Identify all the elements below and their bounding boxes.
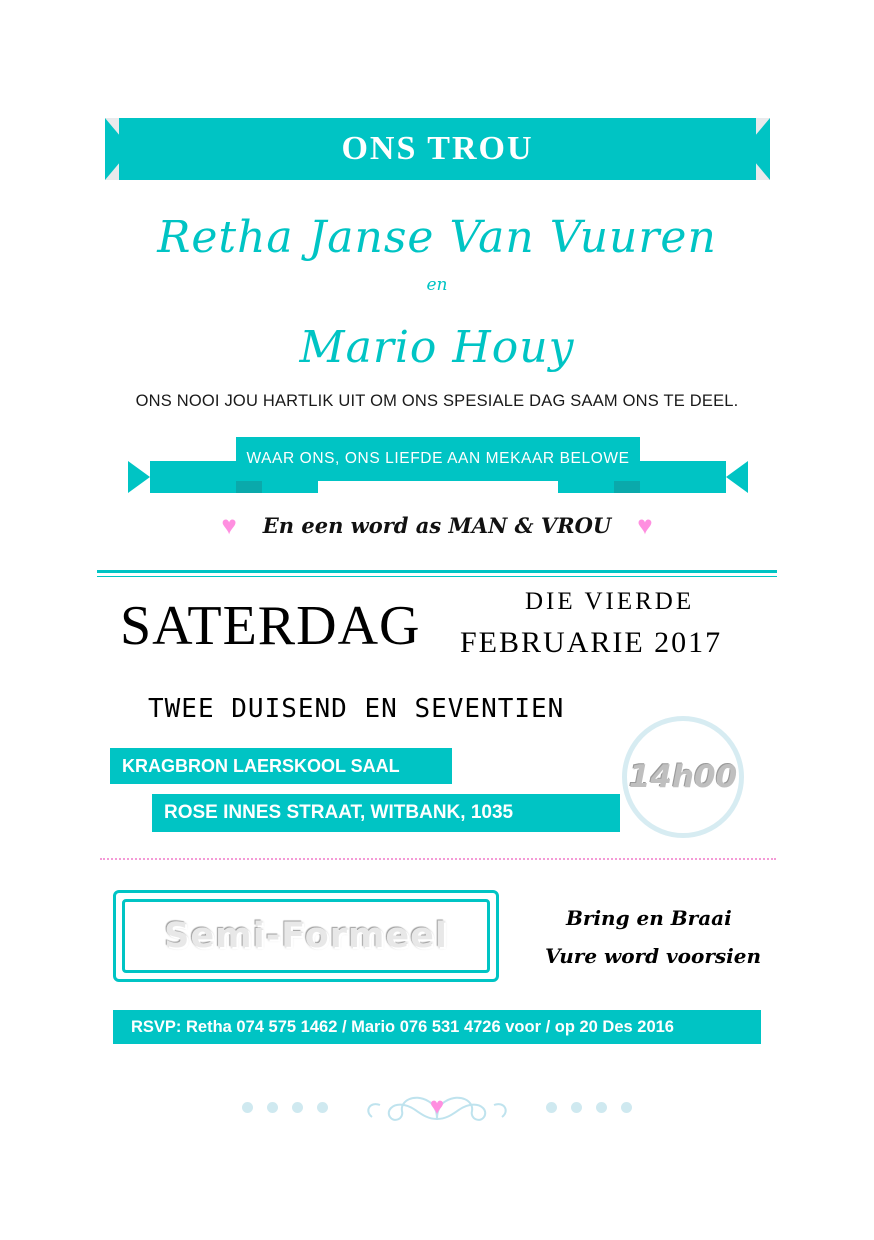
- braai-note-line1: Bring en Braai: [566, 906, 732, 930]
- date-month-year: FEBRUARIE 2017: [460, 626, 723, 659]
- braai-note-line2: Vure word voorsien: [545, 944, 762, 968]
- scroll-ornament-icon: [342, 1077, 532, 1137]
- footer-dot: [292, 1102, 303, 1113]
- ribbon-center: [236, 437, 640, 481]
- footer-dot: [317, 1102, 328, 1113]
- footer-dot: [546, 1102, 557, 1113]
- time-badge: [622, 716, 744, 838]
- vow-text: En een word as MAN & VROU: [262, 512, 612, 538]
- footer-flourish: [0, 1072, 874, 1142]
- dress-code-box: [113, 890, 499, 982]
- footer-dot: [571, 1102, 582, 1113]
- vow-ribbon: [128, 437, 748, 499]
- title-banner: [105, 118, 770, 180]
- vow-line: [0, 512, 874, 538]
- conjunction-text: en: [426, 275, 448, 295]
- footer-dot: [242, 1102, 253, 1113]
- divider-pink-dotted: [100, 858, 776, 860]
- venue-address: ROSE INNES STRAAT, WITBANK, 1035: [152, 794, 620, 832]
- dress-code-inner: [122, 899, 490, 973]
- groom-name: Mario Houy: [299, 322, 575, 373]
- footer-dot: [596, 1102, 607, 1113]
- banner-main: [119, 118, 756, 180]
- footer-dot: [621, 1102, 632, 1113]
- date-ordinal: DIE VIERDE: [525, 588, 695, 615]
- divider-teal-thick: [97, 570, 777, 573]
- time-text: 14h00: [628, 759, 738, 795]
- venue-name: KRAGBRON LAERSKOOL SAAL: [110, 748, 452, 784]
- ribbon-text: WAAR ONS, ONS LIEFDE AAN MEKAAR BELOWE: [246, 450, 630, 467]
- rsvp-bar: RSVP: Retha 074 575 1462 / Mario 076 531 4726 voor / op 20 Des 2016: [113, 1010, 761, 1044]
- footer-dot: [267, 1102, 278, 1113]
- invitation-line: ONS NOOI JOU HARTLIK UIT OM ONS SPESIALE DAG SAAM ONS TE DEEL.: [135, 392, 739, 410]
- heart-icon-right: ♥: [637, 510, 653, 540]
- date-year-words: TWEE DUISEND EN SEVENTIEN: [148, 694, 565, 724]
- divider-teal-thin: [97, 576, 777, 577]
- footer-heart-icon: ♥: [429, 1093, 445, 1120]
- dress-code-text: Semi-Formeel: [164, 916, 448, 956]
- date-day-name: SATERDAG: [120, 595, 421, 657]
- page-title: ONS TROU: [341, 130, 534, 167]
- bride-name: Retha Janse Van Vuuren: [157, 212, 717, 263]
- heart-icon-left: ♥: [221, 510, 237, 540]
